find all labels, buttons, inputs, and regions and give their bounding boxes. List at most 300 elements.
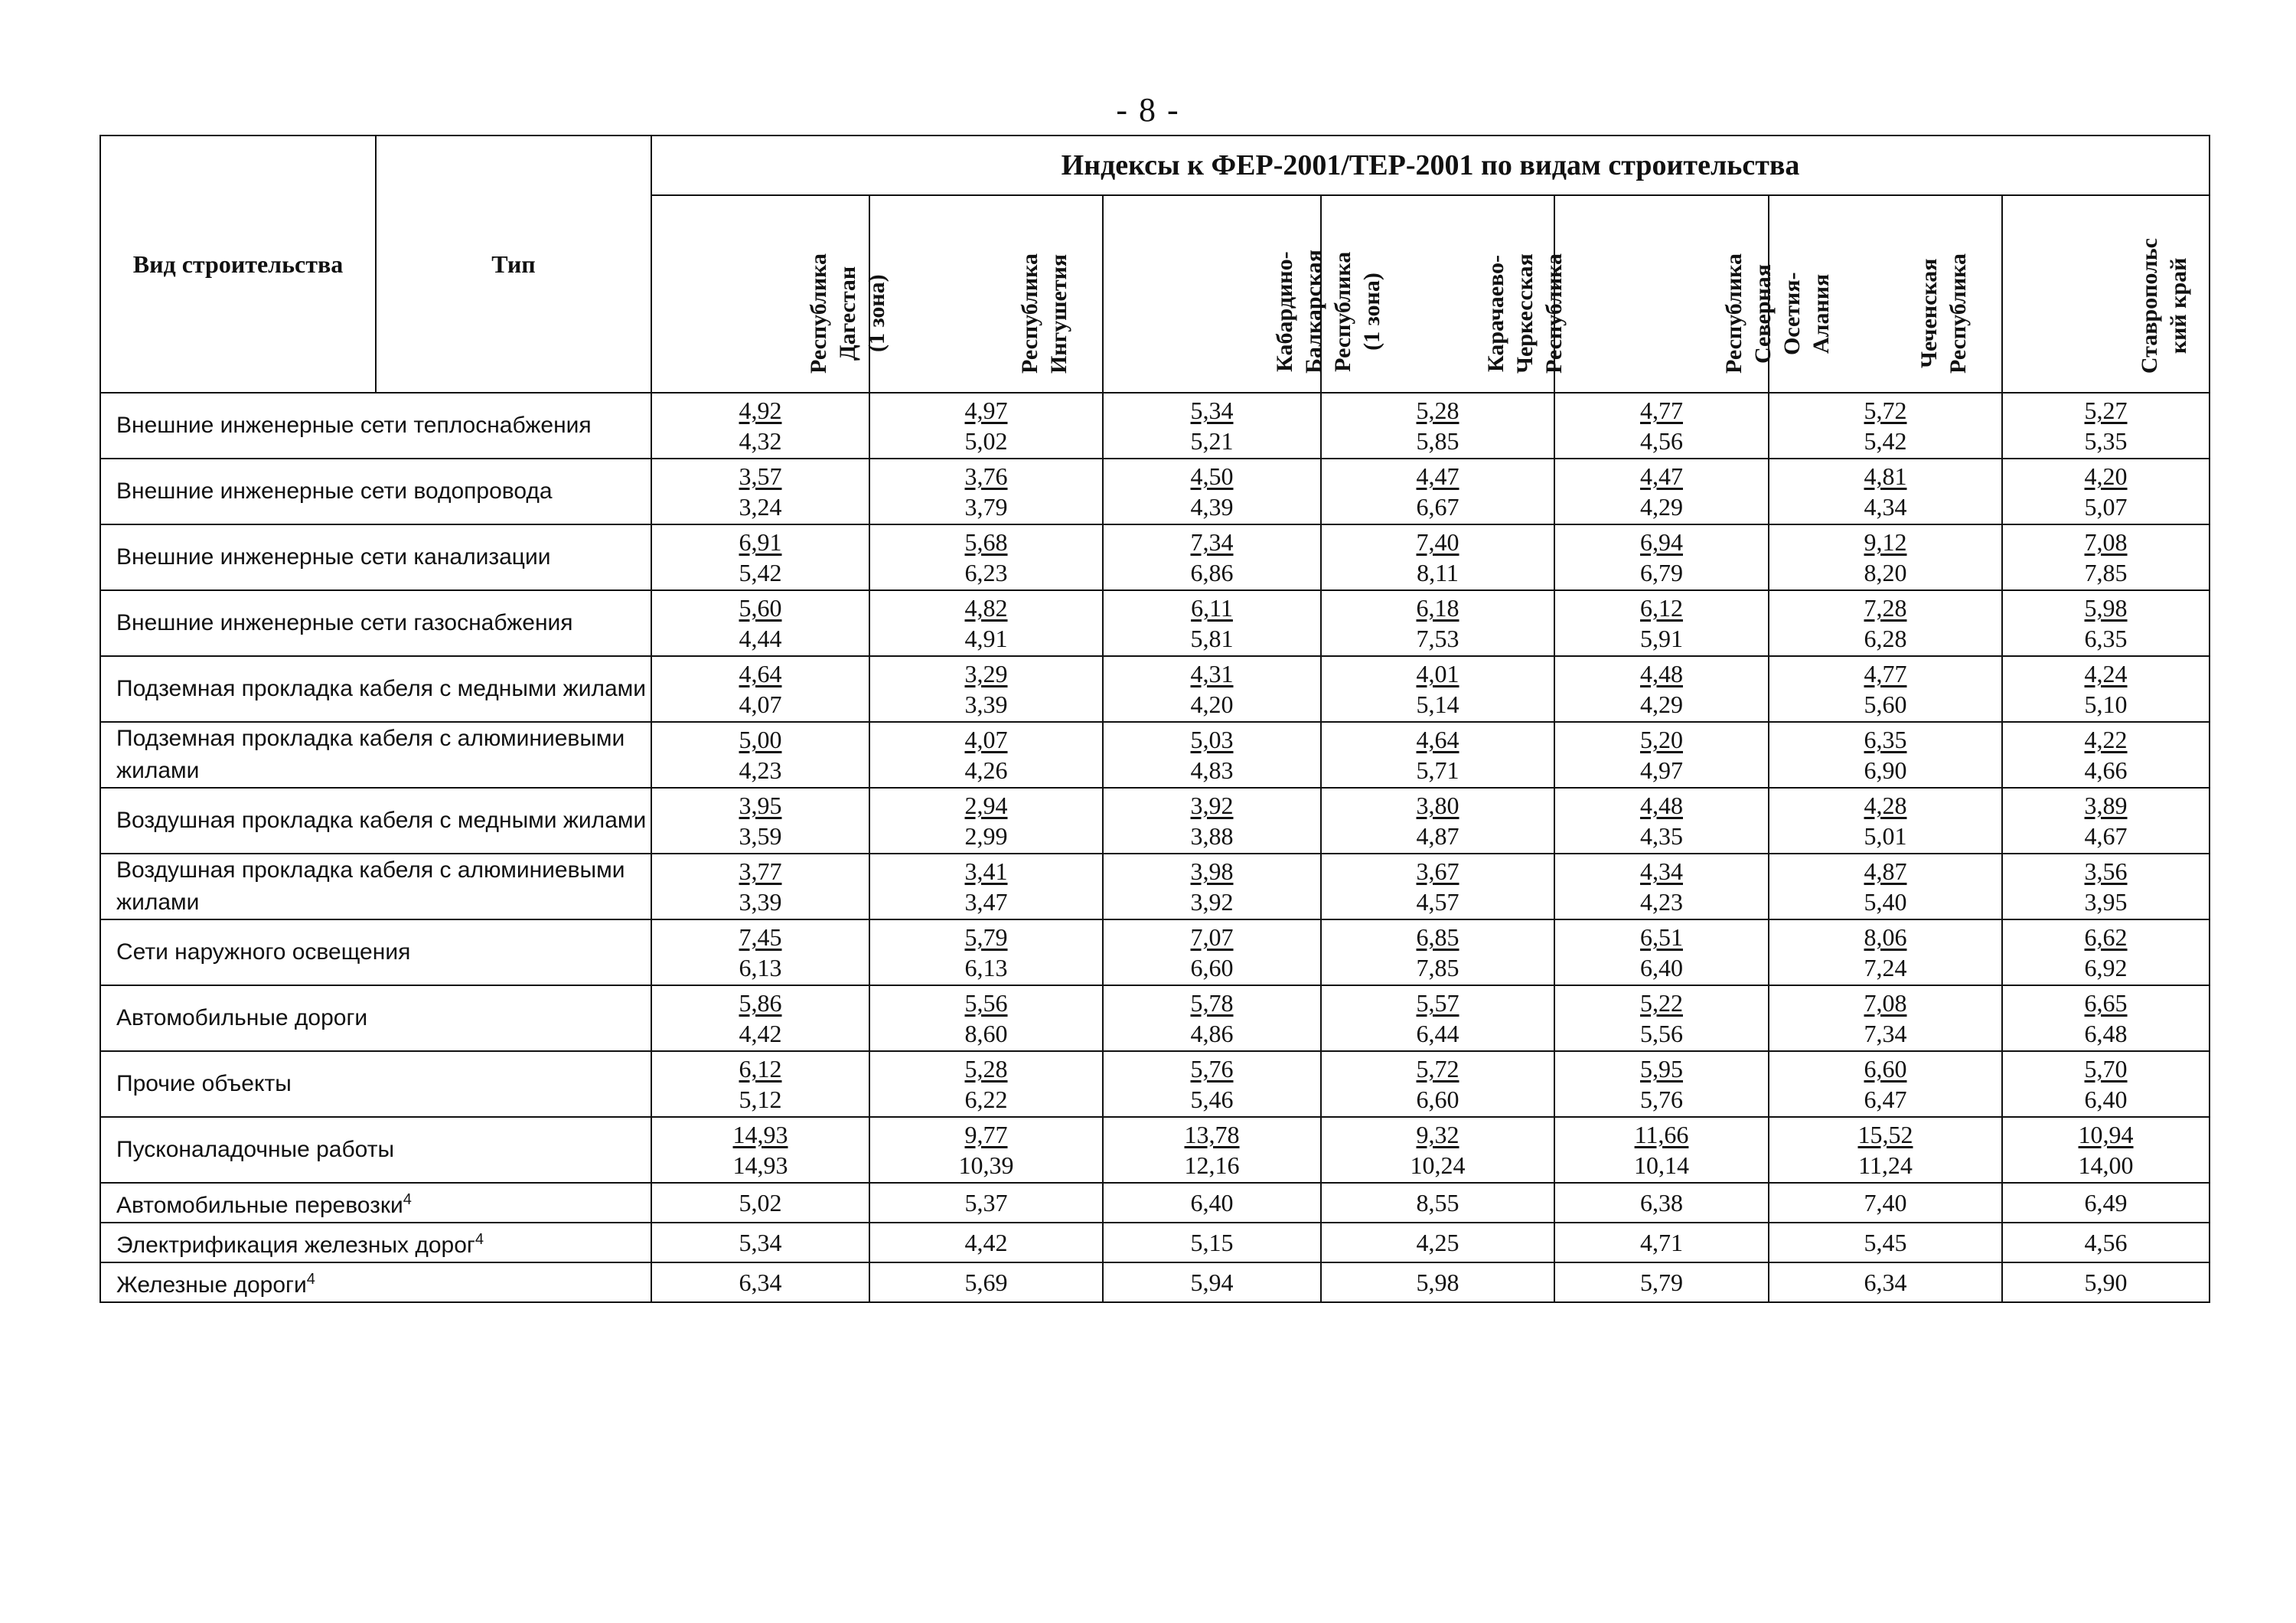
value-fer: 5,76 — [1190, 1055, 1234, 1083]
row-label — [100, 1183, 651, 1223]
value-cell: 5,34 — [651, 1223, 869, 1262]
value-cell — [1103, 919, 1321, 985]
value-cell — [869, 854, 1103, 919]
value-fer: 4,48 — [1640, 792, 1683, 819]
value-cell — [1769, 1117, 2002, 1183]
value-cell — [2002, 459, 2210, 524]
value-ter: 8,20 — [1864, 559, 1907, 586]
value-ter: 5,21 — [1190, 427, 1234, 455]
value-ter: 6,22 — [964, 1086, 1008, 1113]
region-header-label: Республика Ингушетия — [1016, 253, 1071, 374]
value-cell — [651, 1051, 869, 1117]
value-fer: 5,72 — [1864, 397, 1907, 424]
table-row — [100, 919, 2210, 985]
value-cell — [1554, 656, 1769, 722]
value-fer: 3,92 — [1190, 792, 1234, 819]
value-ter: 4,57 — [1416, 888, 1459, 916]
value-cell — [2002, 524, 2210, 590]
index-table — [99, 135, 2210, 1303]
value-cell — [1554, 590, 1769, 656]
value-cell — [869, 524, 1103, 590]
value-ter: 4,26 — [964, 756, 1008, 784]
value-fer: 5,60 — [739, 594, 782, 622]
row-label: Внешние инженерные сети канализации — [100, 524, 651, 590]
value-ter: 6,79 — [1640, 559, 1683, 586]
region-header-label: Карачаево- Черкесская Республика — [1482, 253, 1567, 374]
value-cell — [1769, 722, 2002, 788]
value-fer: 6,18 — [1416, 594, 1459, 622]
value-cell — [1103, 985, 1321, 1051]
value-ter: 6,40 — [1640, 954, 1683, 981]
value-cell: 5,98 — [1321, 1262, 1554, 1302]
region-header — [1769, 195, 2002, 393]
row-label-text: Автомобильные перевозки — [116, 1193, 403, 1218]
footnote-marker: 4 — [306, 1271, 315, 1288]
table-row — [100, 1183, 2210, 1223]
value-cell — [1769, 854, 2002, 919]
value-ter: 3,92 — [1190, 888, 1234, 916]
value-cell — [1103, 1117, 1321, 1183]
value-fer: 9,32 — [1416, 1121, 1459, 1148]
value-cell — [2002, 985, 2210, 1051]
value-cell — [1769, 393, 2002, 459]
value-cell — [1554, 393, 1769, 459]
value-ter: 6,47 — [1864, 1086, 1907, 1113]
value-fer: 6,12 — [739, 1055, 782, 1083]
value-ter: 6,28 — [1864, 625, 1907, 652]
value-ter: 3,39 — [964, 691, 1008, 718]
value-fer: 6,85 — [1416, 923, 1459, 951]
value-fer: 9,12 — [1864, 528, 1907, 556]
value-cell — [2002, 919, 2210, 985]
value-cell — [1769, 590, 2002, 656]
value-cell — [1321, 919, 1554, 985]
value-ter: 5,12 — [739, 1086, 782, 1113]
value-ter: 5,10 — [2084, 691, 2128, 718]
value-fer: 3,57 — [739, 462, 782, 490]
value-ter: 4,35 — [1640, 822, 1683, 850]
value-ter: 4,44 — [739, 625, 782, 652]
value-cell — [1554, 459, 1769, 524]
value-fer: 5,79 — [964, 923, 1008, 951]
row-label: Сети наружного освещения — [100, 919, 651, 985]
value-ter: 5,40 — [1864, 888, 1907, 916]
value-ter: 4,91 — [964, 625, 1008, 652]
value-fer: 7,07 — [1190, 923, 1234, 951]
value-cell — [1321, 985, 1554, 1051]
value-cell — [1103, 788, 1321, 854]
value-ter: 4,97 — [1640, 756, 1683, 784]
value-cell — [1321, 459, 1554, 524]
value-cell — [651, 459, 869, 524]
value-ter: 6,35 — [2084, 625, 2128, 652]
value-ter: 6,60 — [1416, 1086, 1459, 1113]
region-header — [869, 195, 1103, 393]
table-row — [100, 393, 2210, 459]
value-cell — [1321, 524, 1554, 590]
value-cell — [1321, 722, 1554, 788]
value-ter: 3,39 — [739, 888, 782, 916]
region-header — [1321, 195, 1567, 393]
table-title: Индексы к ФЕР-2001/ТЕР-2001 по видам строительства — [651, 136, 2210, 195]
value-fer: 4,22 — [2084, 726, 2128, 753]
value-cell — [1321, 788, 1554, 854]
value-ter: 12,16 — [1184, 1151, 1240, 1179]
value-fer: 4,20 — [2084, 462, 2128, 490]
value-ter: 4,86 — [1190, 1020, 1234, 1047]
value-ter: 5,35 — [2084, 427, 2128, 455]
value-ter: 7,24 — [1864, 954, 1907, 981]
value-fer: 5,70 — [2084, 1055, 2128, 1083]
value-fer: 5,86 — [739, 989, 782, 1017]
value-ter: 6,67 — [1416, 493, 1459, 521]
value-fer: 5,20 — [1640, 726, 1683, 753]
value-ter: 6,40 — [2084, 1086, 2128, 1113]
value-ter: 3,88 — [1190, 822, 1234, 850]
value-fer: 6,11 — [1191, 594, 1233, 622]
value-cell — [651, 656, 869, 722]
value-ter: 4,20 — [1190, 691, 1234, 718]
value-ter: 6,23 — [964, 559, 1008, 586]
region-header — [2002, 195, 2210, 393]
value-fer: 5,28 — [964, 1055, 1008, 1083]
region-header-label: Кабардино- Балкарская Республика (1 зона) — [1271, 250, 1384, 374]
region-header-label: Ставропольс кий край — [2136, 237, 2191, 374]
value-fer: 4,82 — [964, 594, 1008, 622]
value-ter: 6,48 — [2084, 1020, 2128, 1047]
value-fer: 4,07 — [964, 726, 1008, 753]
footnote-marker: 4 — [403, 1191, 412, 1208]
value-cell: 5,15 — [1103, 1223, 1321, 1262]
row-label: Воздушная прокладка кабеля с алюминиевыми жилами — [100, 854, 651, 919]
region-header — [651, 195, 889, 393]
value-cell: 5,90 — [2002, 1262, 2210, 1302]
value-fer: 4,47 — [1416, 462, 1459, 490]
value-fer: 5,72 — [1416, 1055, 1459, 1083]
value-ter: 6,13 — [964, 954, 1008, 981]
value-fer: 13,78 — [1184, 1121, 1240, 1148]
value-cell — [651, 985, 869, 1051]
value-fer: 7,08 — [1864, 989, 1907, 1017]
value-cell — [869, 1051, 1103, 1117]
value-cell — [651, 524, 869, 590]
value-ter: 4,87 — [1416, 822, 1459, 850]
table-row — [100, 656, 2210, 722]
value-fer: 4,87 — [1864, 857, 1907, 885]
value-cell — [1554, 919, 1769, 985]
row-label: Прочие объекты — [100, 1051, 651, 1117]
table-row — [100, 459, 2210, 524]
row-label: Внешние инженерные сети водопровода — [100, 459, 651, 524]
value-cell — [2002, 656, 2210, 722]
value-fer: 4,47 — [1640, 462, 1683, 490]
value-cell — [1321, 854, 1554, 919]
value-cell — [1554, 1051, 1769, 1117]
row-label: Подземная прокладка кабеля с алюминиевыми жилами — [100, 722, 651, 788]
value-fer: 3,89 — [2084, 792, 2128, 819]
value-ter: 5,42 — [1864, 427, 1907, 455]
value-cell — [869, 985, 1103, 1051]
value-ter: 3,24 — [739, 493, 782, 521]
row-label-text: Железные дороги — [116, 1272, 307, 1298]
row-label-text: Электрификация железных дорог — [116, 1233, 475, 1258]
table-row — [100, 788, 2210, 854]
value-fer: 4,31 — [1190, 660, 1234, 687]
value-fer: 4,77 — [1864, 660, 1907, 687]
value-fer: 6,94 — [1640, 528, 1683, 556]
value-fer: 3,67 — [1416, 857, 1459, 885]
value-fer: 4,01 — [1416, 660, 1459, 687]
value-cell: 8,55 — [1321, 1183, 1554, 1223]
region-header-label: Республика Северная Осетия- Алания — [1721, 253, 1834, 374]
value-fer: 5,27 — [2084, 397, 2128, 424]
value-ter: 3,79 — [964, 493, 1008, 521]
table-row — [100, 590, 2210, 656]
value-ter: 6,44 — [1416, 1020, 1459, 1047]
value-fer: 3,41 — [964, 857, 1008, 885]
value-fer: 7,08 — [2084, 528, 2128, 556]
value-cell — [1321, 393, 1554, 459]
value-cell — [651, 393, 869, 459]
value-fer: 3,95 — [739, 792, 782, 819]
value-cell — [1103, 854, 1321, 919]
value-ter: 3,95 — [2084, 888, 2128, 916]
value-ter: 6,90 — [1864, 756, 1907, 784]
value-ter: 5,42 — [739, 559, 782, 586]
value-ter: 6,86 — [1190, 559, 1234, 586]
value-fer: 6,62 — [2084, 923, 2128, 951]
header-tip: Тип — [376, 136, 651, 393]
row-label: Автомобильные дороги — [100, 985, 651, 1051]
value-cell: 5,94 — [1103, 1262, 1321, 1302]
value-fer: 4,64 — [739, 660, 782, 687]
value-ter: 5,81 — [1190, 625, 1234, 652]
value-cell — [1103, 590, 1321, 656]
table-row — [100, 1262, 2210, 1302]
value-ter: 6,92 — [2084, 954, 2128, 981]
value-cell — [1554, 854, 1769, 919]
table-row — [100, 1223, 2210, 1262]
value-cell — [651, 919, 869, 985]
value-fer: 5,78 — [1190, 989, 1234, 1017]
value-ter: 5,76 — [1640, 1086, 1683, 1113]
value-ter: 7,53 — [1416, 625, 1459, 652]
value-fer: 3,98 — [1190, 857, 1234, 885]
region-header — [1103, 195, 1384, 393]
row-label — [100, 1262, 651, 1302]
value-fer: 3,80 — [1416, 792, 1459, 819]
value-cell — [1769, 1051, 2002, 1117]
value-ter: 7,34 — [1864, 1020, 1907, 1047]
value-cell — [2002, 854, 2210, 919]
value-fer: 5,28 — [1416, 397, 1459, 424]
value-fer: 3,56 — [2084, 857, 2128, 885]
value-fer: 5,98 — [2084, 594, 2128, 622]
value-ter: 5,85 — [1416, 427, 1459, 455]
value-cell: 7,40 — [1769, 1183, 2002, 1223]
value-cell: 6,40 — [1103, 1183, 1321, 1223]
value-cell — [1554, 1117, 1769, 1183]
value-cell: 6,34 — [1769, 1262, 2002, 1302]
value-cell — [1321, 656, 1554, 722]
value-cell: 6,49 — [2002, 1183, 2210, 1223]
value-cell — [1103, 393, 1321, 459]
table-row — [100, 1051, 2210, 1117]
value-fer: 3,29 — [964, 660, 1008, 687]
value-cell — [2002, 393, 2210, 459]
value-ter: 5,60 — [1864, 691, 1907, 718]
value-cell: 5,45 — [1769, 1223, 2002, 1262]
value-cell — [651, 722, 869, 788]
value-fer: 3,77 — [739, 857, 782, 885]
value-fer: 5,56 — [964, 989, 1008, 1017]
row-label: Воздушная прокладка кабеля с медными жилами — [100, 788, 651, 854]
value-fer: 7,45 — [739, 923, 782, 951]
row-label: Подземная прокладка кабеля с медными жилами — [100, 656, 651, 722]
value-fer: 4,97 — [964, 397, 1008, 424]
value-ter: 4,29 — [1640, 691, 1683, 718]
value-ter: 4,66 — [2084, 756, 2128, 784]
table-row — [100, 524, 2210, 590]
value-fer: 3,76 — [964, 462, 1008, 490]
value-ter: 10,39 — [958, 1151, 1014, 1179]
value-fer: 4,50 — [1190, 462, 1234, 490]
value-ter: 7,85 — [1416, 954, 1459, 981]
value-cell — [2002, 722, 2210, 788]
value-cell — [1321, 1051, 1554, 1117]
value-cell — [869, 656, 1103, 722]
value-cell — [1103, 722, 1321, 788]
value-cell — [1554, 788, 1769, 854]
value-cell — [2002, 788, 2210, 854]
value-fer: 6,12 — [1640, 594, 1683, 622]
value-cell — [869, 590, 1103, 656]
row-label: Пусконаладочные работы — [100, 1117, 651, 1183]
value-cell: 6,34 — [651, 1262, 869, 1302]
value-ter: 5,02 — [964, 427, 1008, 455]
table-row — [100, 985, 2210, 1051]
value-fer: 6,91 — [739, 528, 782, 556]
value-fer: 5,95 — [1640, 1055, 1683, 1083]
value-ter: 4,29 — [1640, 493, 1683, 521]
value-fer: 4,34 — [1640, 857, 1683, 885]
row-label: Внешние инженерные сети теплоснабжения — [100, 393, 651, 459]
value-fer: 6,65 — [2084, 989, 2128, 1017]
value-fer: 5,22 — [1640, 989, 1683, 1017]
value-fer: 5,03 — [1190, 726, 1234, 753]
value-ter: 11,24 — [1858, 1151, 1913, 1179]
value-ter: 4,83 — [1190, 756, 1234, 784]
value-cell — [651, 1117, 869, 1183]
value-cell — [1769, 985, 2002, 1051]
value-cell — [651, 854, 869, 919]
value-fer: 4,92 — [739, 397, 782, 424]
value-cell: 5,69 — [869, 1262, 1103, 1302]
table-row — [100, 722, 2210, 788]
value-ter: 5,46 — [1190, 1086, 1234, 1113]
value-ter: 10,14 — [1634, 1151, 1689, 1179]
value-cell: 4,42 — [869, 1223, 1103, 1262]
value-ter: 4,67 — [2084, 822, 2128, 850]
value-cell — [651, 788, 869, 854]
value-cell — [1321, 1117, 1554, 1183]
value-ter: 3,47 — [964, 888, 1008, 916]
value-ter: 4,56 — [1640, 427, 1683, 455]
value-cell — [1769, 919, 2002, 985]
value-cell: 5,37 — [869, 1183, 1103, 1223]
value-cell — [1769, 459, 2002, 524]
value-ter: 5,71 — [1416, 756, 1459, 784]
value-cell — [1103, 524, 1321, 590]
value-fer: 7,34 — [1190, 528, 1234, 556]
value-ter: 10,24 — [1410, 1151, 1466, 1179]
value-cell — [1554, 722, 1769, 788]
value-fer: 6,51 — [1640, 923, 1683, 951]
value-cell — [2002, 1051, 2210, 1117]
value-ter: 2,99 — [964, 822, 1008, 850]
row-label — [100, 1223, 651, 1262]
value-fer: 4,24 — [2084, 660, 2128, 687]
value-cell: 4,25 — [1321, 1223, 1554, 1262]
value-ter: 4,23 — [1640, 888, 1683, 916]
value-fer: 6,60 — [1864, 1055, 1907, 1083]
value-fer: 14,93 — [732, 1121, 788, 1148]
value-ter: 8,60 — [964, 1020, 1008, 1047]
value-ter: 6,13 — [739, 954, 782, 981]
value-cell — [869, 1117, 1103, 1183]
region-header-label: Республика Дагестан (1 зона) — [805, 253, 889, 374]
value-fer: 7,28 — [1864, 594, 1907, 622]
value-ter: 6,60 — [1190, 954, 1234, 981]
header-vid-stroitelstva: Вид строительства — [100, 136, 376, 393]
region-header-label: Чеченская Республика — [1916, 253, 1971, 374]
value-ter: 8,11 — [1417, 559, 1459, 586]
value-cell — [1769, 788, 2002, 854]
value-cell — [869, 919, 1103, 985]
value-ter: 5,91 — [1640, 625, 1683, 652]
value-fer: 5,68 — [964, 528, 1008, 556]
value-fer: 4,81 — [1864, 462, 1907, 490]
value-fer: 4,64 — [1416, 726, 1459, 753]
value-fer: 9,77 — [964, 1121, 1008, 1148]
row-label: Внешние инженерные сети газоснабжения — [100, 590, 651, 656]
value-ter: 4,07 — [739, 691, 782, 718]
value-cell — [1554, 524, 1769, 590]
value-fer: 7,40 — [1416, 528, 1459, 556]
value-ter: 5,56 — [1640, 1020, 1683, 1047]
value-fer: 5,57 — [1416, 989, 1459, 1017]
value-ter: 4,39 — [1190, 493, 1234, 521]
value-ter: 4,32 — [739, 427, 782, 455]
value-ter: 4,23 — [739, 756, 782, 784]
value-cell — [651, 590, 869, 656]
value-cell — [2002, 590, 2210, 656]
value-ter: 7,85 — [2084, 559, 2128, 586]
value-fer: 8,06 — [1864, 923, 1907, 951]
value-cell — [869, 459, 1103, 524]
value-cell: 6,38 — [1554, 1183, 1769, 1223]
value-fer: 15,52 — [1857, 1121, 1913, 1148]
value-fer: 5,34 — [1190, 397, 1234, 424]
value-fer: 2,94 — [964, 792, 1008, 819]
value-cell — [869, 393, 1103, 459]
value-fer: 10,94 — [2078, 1121, 2134, 1148]
value-cell — [1103, 459, 1321, 524]
value-cell: 4,71 — [1554, 1223, 1769, 1262]
value-ter: 5,07 — [2084, 493, 2128, 521]
footnote-marker: 4 — [475, 1231, 484, 1248]
table-row — [100, 1117, 2210, 1183]
